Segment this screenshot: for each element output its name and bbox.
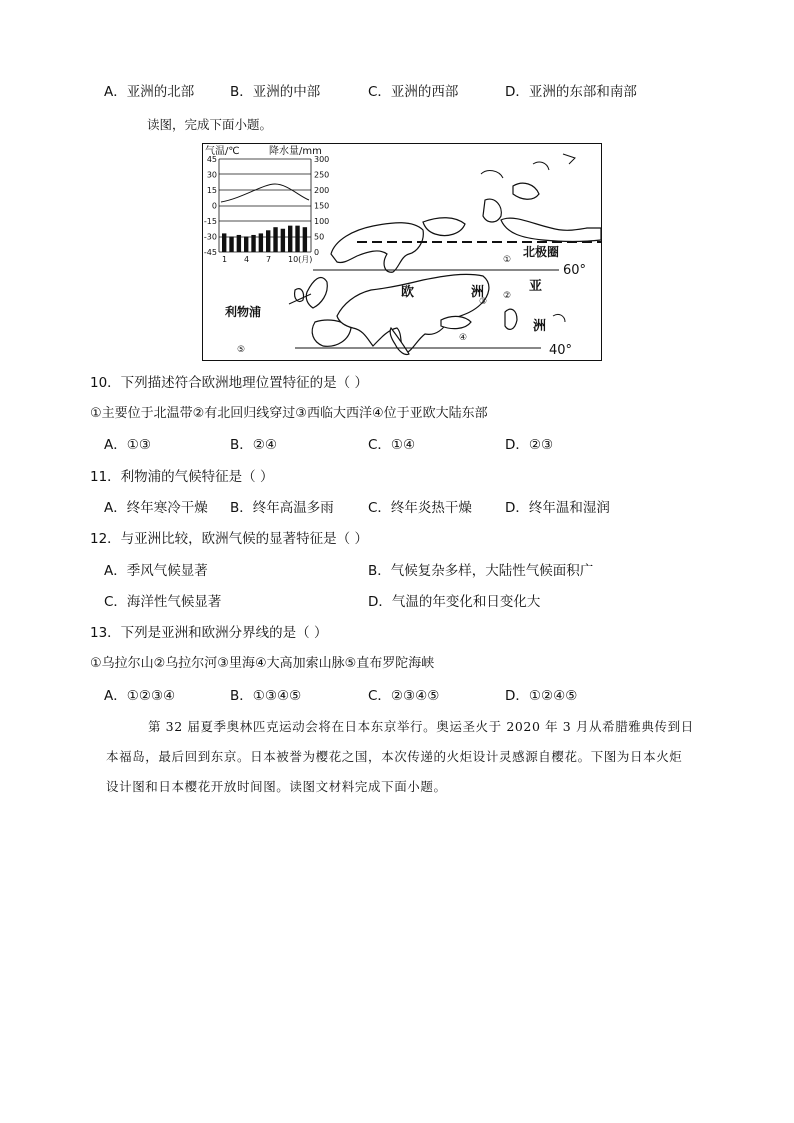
precip-tick-label: 300 — [314, 155, 330, 164]
scandinavia — [331, 223, 423, 273]
q9-option-d: D．亚洲的东部和南部 — [505, 84, 637, 100]
q12-option-d: D．气温的年变化和日变化大 — [368, 594, 541, 610]
precip-tick-labels — [314, 155, 329, 257]
month-tick-label: 4 — [244, 255, 250, 264]
precip-bar — [251, 235, 255, 252]
lat-60-label: 60° — [563, 263, 587, 278]
month-tick-label: 7 — [266, 255, 272, 264]
black-sea — [441, 316, 471, 328]
land-outlines — [295, 183, 601, 354]
precip-bar — [222, 233, 226, 252]
q13-statements: ①乌拉尔山②乌拉尔河③里海④大高加索山脉⑤直布罗陀海峡 — [90, 656, 435, 671]
temp-tick-label: -15 — [203, 217, 217, 226]
precip-tick-label: 200 — [314, 186, 330, 195]
q12-option-b: B．气候复杂多样，大陆性气候面积广 — [368, 563, 594, 579]
precip-bar — [266, 230, 270, 252]
marker-3: ③ — [479, 297, 488, 307]
marker-4: ④ — [459, 333, 468, 343]
month-tick-label: 10(月) — [288, 255, 313, 264]
precip-tick-label: 250 — [314, 170, 330, 180]
q11-option-d: D．终年温和湿润 — [505, 500, 610, 516]
precip-bar — [273, 227, 277, 252]
q13-option-c: C．②③④⑤ — [368, 688, 440, 704]
instruction-text: 读图，完成下面小题。 — [147, 117, 273, 132]
precip-tick-label: 50 — [314, 232, 325, 242]
precip-tick-label: 0 — [314, 248, 320, 257]
arctic-circle-label: 北极圈 — [523, 245, 560, 259]
precip-bar — [237, 235, 241, 252]
marker-2: ② — [503, 291, 512, 301]
olympics-passage — [106, 712, 706, 802]
lat-40-label: 40° — [549, 343, 573, 358]
novaya-zemlya — [483, 199, 501, 222]
precip-bar — [259, 233, 263, 252]
caspian-sea — [505, 309, 517, 329]
europe-map-figure — [202, 143, 602, 361]
q11-option-c: C．终年炎热干燥 — [368, 500, 472, 516]
q12-option-c: C．海洋性气候显著 — [104, 594, 222, 610]
marker-5: ⑤ — [237, 345, 246, 355]
q12-stem: 12．与亚洲比较，欧洲气候的显著特征是（ ） — [90, 531, 368, 547]
asia-label-1: 亚 — [529, 279, 543, 294]
q11-option-a: A．终年寒冷干燥 — [104, 500, 208, 516]
q10-option-a: A．①③ — [104, 437, 151, 453]
europe-label-1: 欧 — [401, 285, 415, 300]
q10-statements: ①主要位于北温带②有北回归线穿过③西临大西洋④位于亚欧大陆东部 — [90, 406, 488, 421]
climate-chart — [204, 144, 329, 264]
month-tick-labels — [222, 255, 312, 264]
precip-bar — [244, 237, 248, 253]
passage-line-1: 第 32 届夏季奥林匹克运动会将在日本东京举行。奥运圣火于 2020 年 3 月从希腊雅典传到日 — [148, 719, 694, 734]
q10-option-d: D．②③ — [505, 437, 554, 453]
precip-bar — [303, 227, 307, 252]
temp-tick-label: 15 — [206, 186, 217, 195]
q13-option-b: B．①③④⑤ — [230, 688, 302, 704]
month-tick-label: 1 — [222, 255, 228, 264]
europe-label-2: 洲 — [471, 285, 485, 300]
passage-line-3: 设计图和日本樱花开放时间图。读图文材料完成下面小题。 — [106, 779, 447, 794]
precip-tick-label: 150 — [314, 201, 330, 211]
kola-peninsula — [423, 218, 465, 236]
map-svg — [203, 144, 601, 360]
uk-island — [306, 277, 327, 308]
precip-bar — [288, 226, 292, 252]
asia-label-2: 洲 — [533, 319, 547, 334]
precip-axis-label: 降水量/mm — [269, 146, 322, 157]
q9-option-a: A．亚洲的北部 — [104, 84, 195, 100]
precip-bar — [229, 237, 233, 253]
passage-line-2: 本福岛，最后回到东京。日本被誉为樱花之国，本次传递的火炬设计灵感源自樱花。下图为日本火炬 — [106, 749, 683, 764]
q13-option-d: D．①②④⑤ — [505, 688, 578, 704]
q11-option-b: B．终年高温多雨 — [230, 500, 334, 516]
arctic-islands — [513, 183, 539, 199]
precip-tick-label: 100 — [314, 217, 330, 226]
q10-option-b: B．②④ — [230, 437, 277, 453]
temp-tick-labels — [204, 155, 217, 257]
q13-stem: 13．下列是亚洲和欧洲分界线的是（ ） — [90, 625, 328, 641]
temp-tick-label: -30 — [203, 232, 217, 242]
q10-stem: 10．下列描述符合欧洲地理位置特征的是（ ） — [90, 375, 368, 391]
temp-axis-label: 气温/℃ — [205, 146, 240, 157]
temp-tick-label: 0 — [211, 201, 217, 211]
liverpool-label: 利物浦 — [225, 305, 262, 319]
temperature-curve — [221, 184, 309, 202]
temp-tick-label: 30 — [206, 170, 217, 180]
temp-tick-label: -45 — [203, 248, 217, 257]
precip-bar — [295, 226, 299, 252]
q10-option-c: C．①④ — [368, 437, 416, 453]
q12-option-a: A．季风气候显著 — [104, 563, 208, 579]
precip-bars — [222, 226, 307, 252]
marker-1: ① — [503, 255, 512, 265]
precip-bar — [281, 229, 285, 252]
q9-option-c: C．亚洲的西部 — [368, 84, 459, 100]
q9-option-b: B．亚洲的中部 — [230, 84, 321, 100]
q11-stem: 11．利物浦的气候特征是（ ） — [90, 469, 274, 485]
temp-tick-label: 45 — [206, 155, 217, 164]
q13-option-a: A．①②③④ — [104, 688, 176, 704]
north-coast-asia — [501, 218, 601, 241]
